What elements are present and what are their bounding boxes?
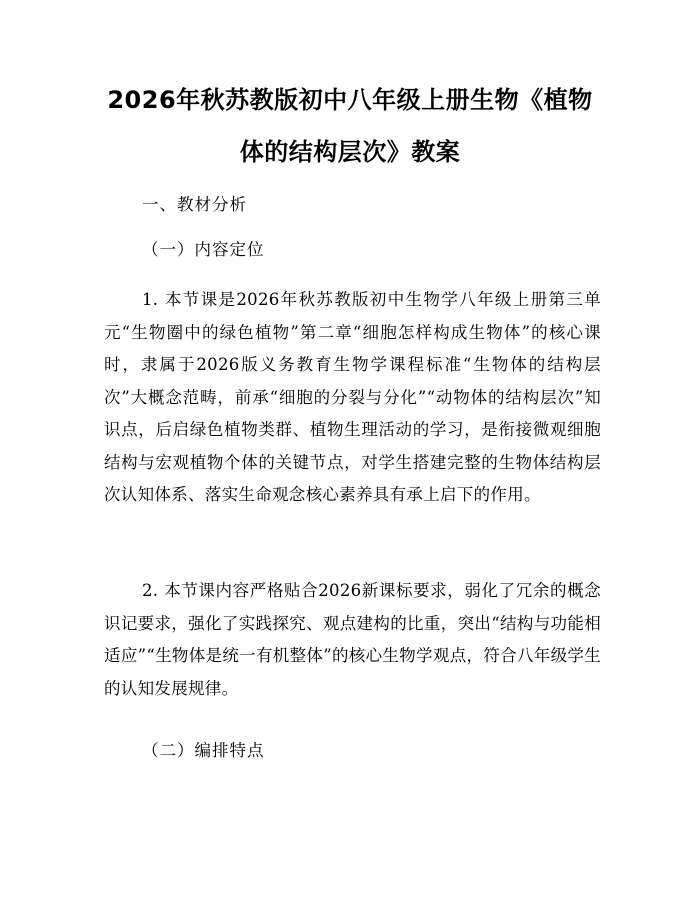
document-title-line-2: 体的结构层次》教案 (239, 138, 461, 166)
paragraph-2: 2. 本节课内容严格贴合2026新课标要求，弱化了冗余的概念识记要求，强化了实践探究、观点建构的比重，突出“结构与功能相适应”“生物体是统一有机整体”的核心生物学观点，符合八年级学生的认知发展规律。 (104, 581, 601, 698)
document-title-line-1: 2026年秋苏教版初中八年级上册生物《植物 (107, 86, 593, 114)
subsection-heading-layout-features: （二）编排特点 (142, 741, 265, 760)
paragraph-1: 1. 本节课是2026年秋苏教版初中生物学八年级上册第三单元“生物圈中的绿色植物”第二章“细胞怎样构成生物体”的核心课时，隶属于2026版义务教育生物学课程标准“生物体的结构层次”大概念范畴，前承“细胞的分裂与分化”“动物体的结构层次”知识点，后启绿色植物类群、植物生理活动的学习，是衔接微观细胞结构与宏观植物个体的关键节点，对学生搭建完整的生物体结构层次认知体系、落实生命观念核心素养具有承上启下的作用。 (104, 290, 601, 504)
subsection-heading-content-positioning: （一）内容定位 (142, 240, 265, 259)
section-heading-textbook-analysis: 一、教材分析 (142, 195, 247, 214)
